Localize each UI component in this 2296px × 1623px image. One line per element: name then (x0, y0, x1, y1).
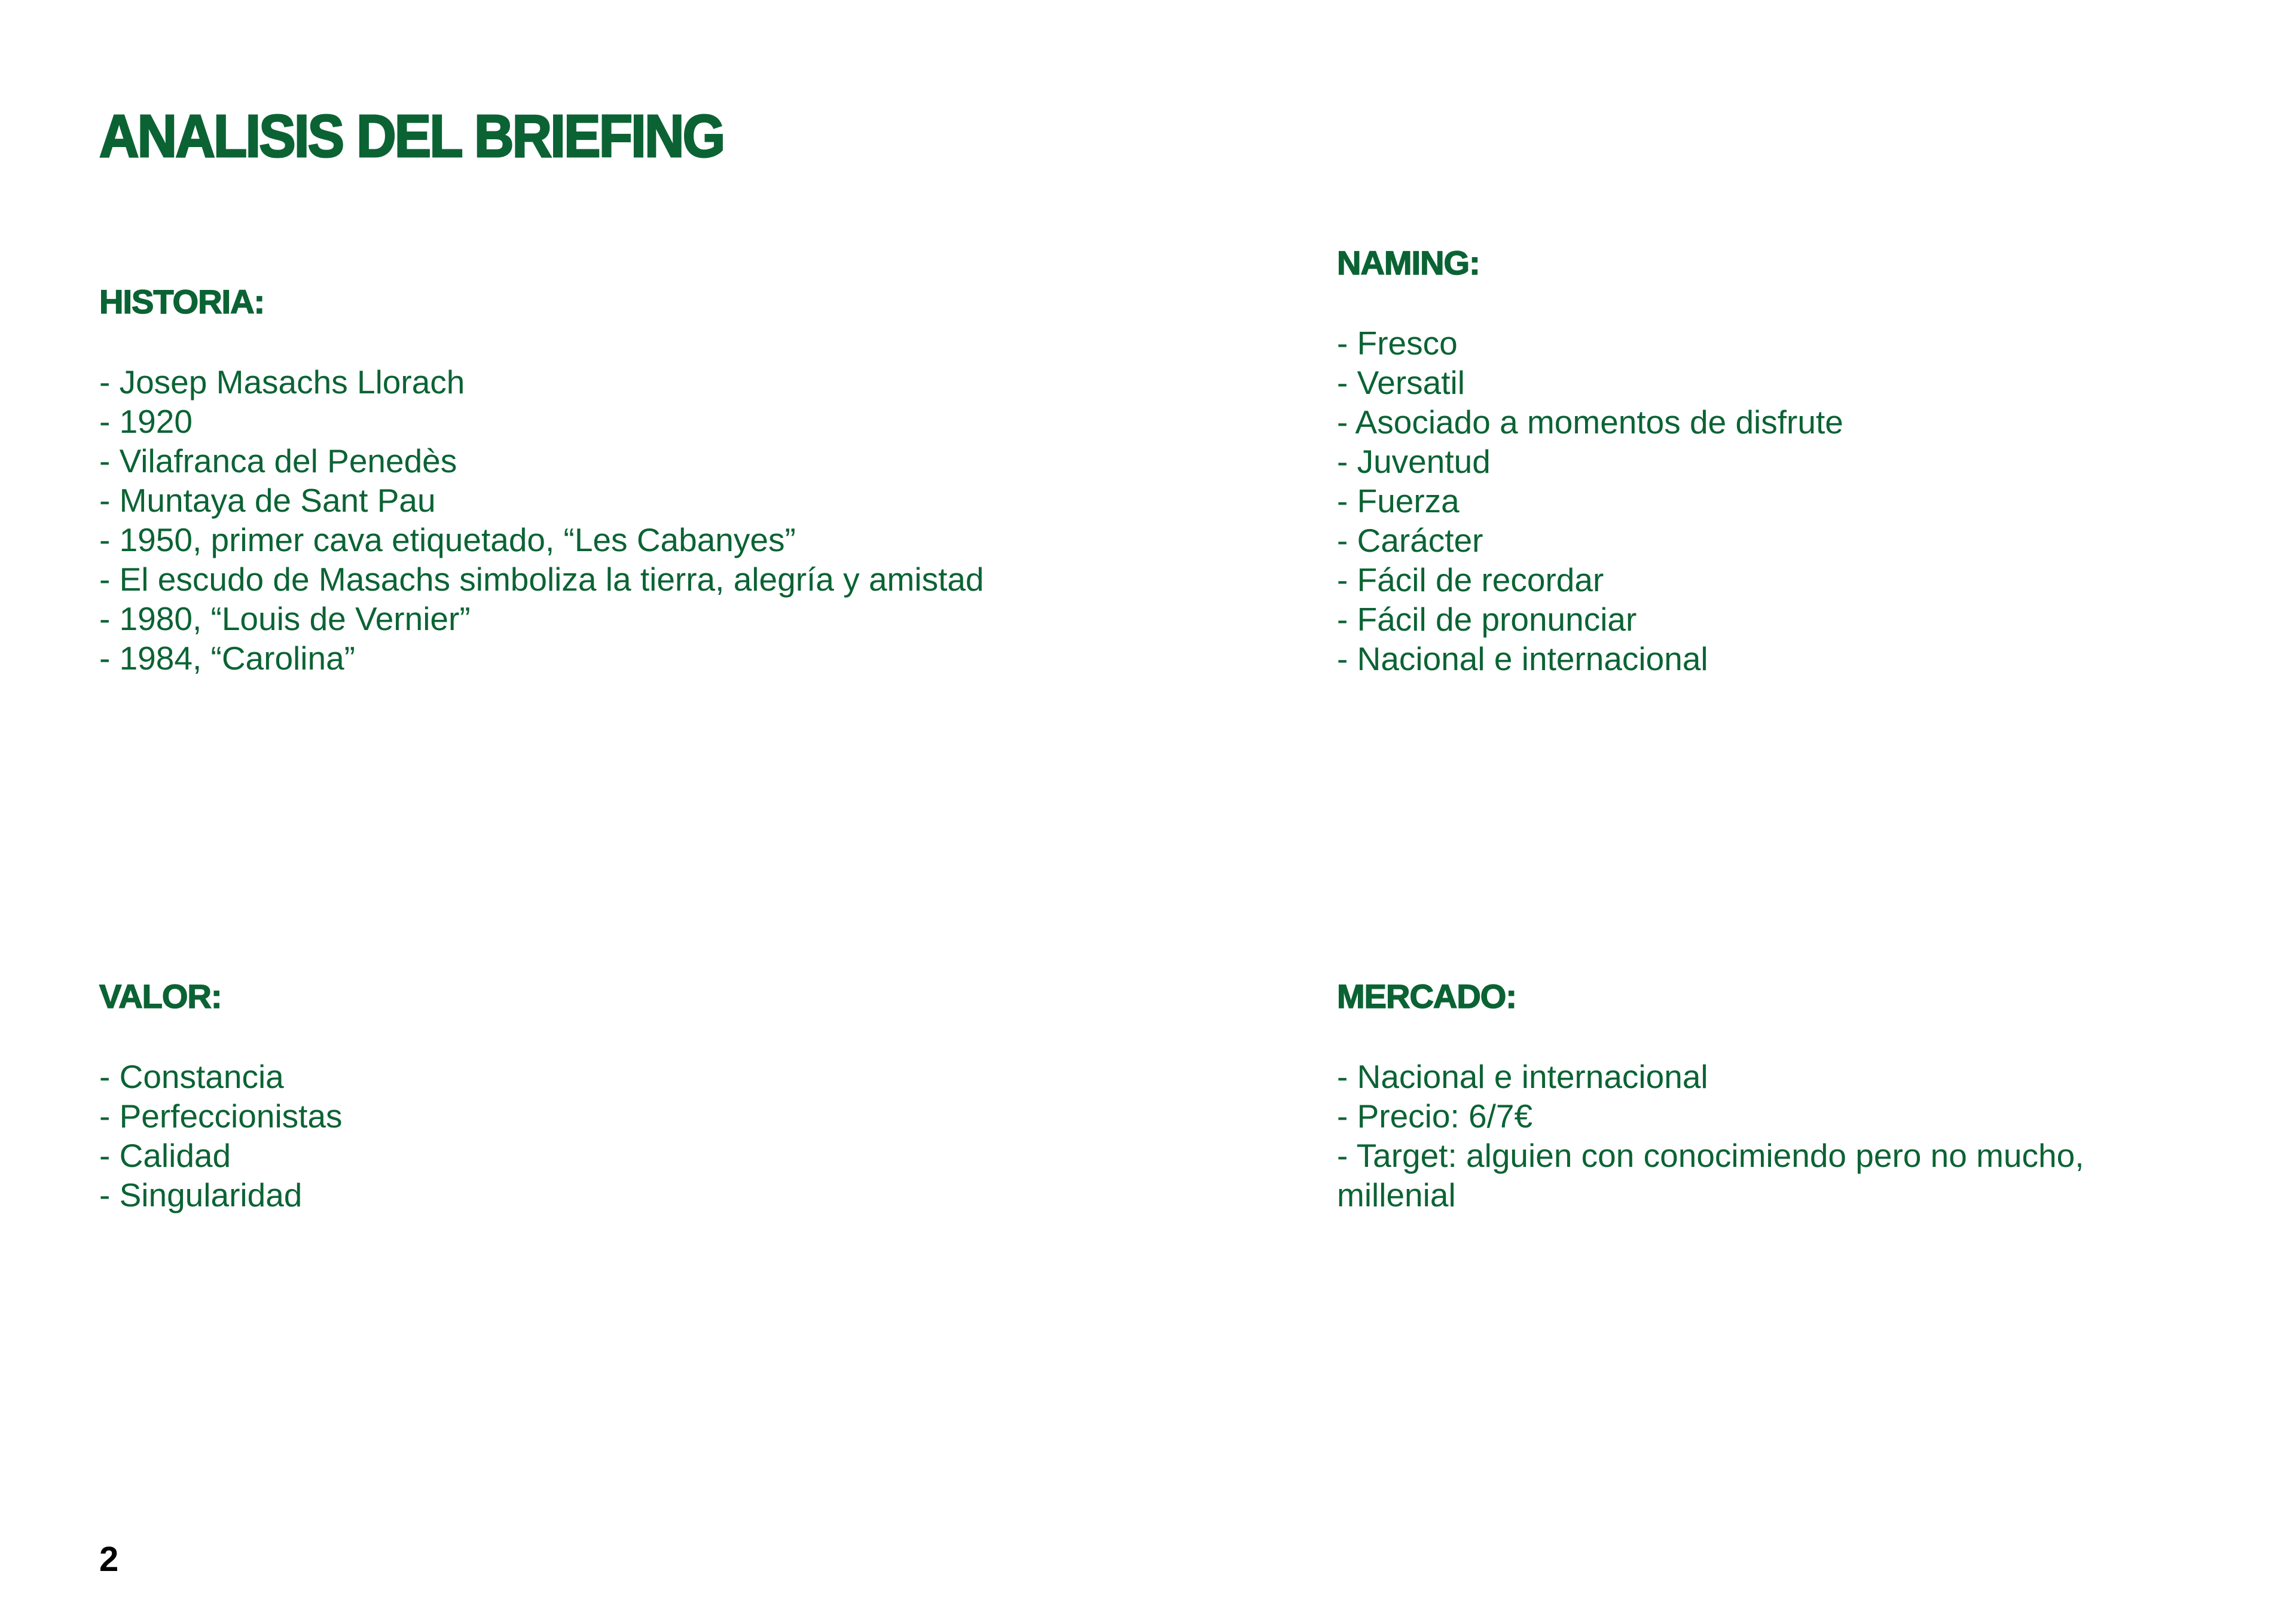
mercado-list (1337, 1057, 2084, 1215)
list-item: - Josep Masachs Llorach (99, 363, 465, 401)
list-item: - Target: alguien con conocimiendo pero no mucho, (1337, 1137, 2084, 1174)
section-heading-mercado: MERCADO: (1337, 977, 1516, 1015)
list-item: - Vilafranca del Penedès (99, 442, 457, 479)
list-item: - Nacional e internacional (1337, 640, 1708, 677)
page-title: ANALISIS DEL BRIEFING (99, 103, 724, 170)
naming-list (1337, 323, 1843, 678)
list-item: - 1920 (99, 403, 193, 440)
list-item: millenial (1337, 1176, 1456, 1214)
section-heading-historia: HISTORIA: (99, 283, 265, 320)
section-valor (99, 976, 343, 1215)
list-item: - 1950, primer cava etiquetado, “Les Cabanyes” (99, 521, 796, 558)
list-item: - Fácil de recordar (1337, 561, 1604, 598)
list-item: - Precio: 6/7€ (1337, 1098, 1533, 1135)
list-item: - 1980, “Louis de Vernier” (99, 600, 471, 637)
list-item: - Singularidad (99, 1176, 303, 1214)
list-item: - Perfeccionistas (99, 1098, 343, 1135)
list-item: - El escudo de Masachs simboliza la tierra, alegría y amistad (99, 561, 984, 598)
list-item: - 1984, “Carolina” (99, 640, 355, 677)
list-item: - Fresco (1337, 325, 1458, 362)
historia-list (99, 362, 984, 678)
list-item: - Fácil de pronunciar (1337, 601, 1637, 638)
list-item: - Juventud (1337, 443, 1491, 480)
section-naming (1337, 242, 1843, 678)
section-mercado (1337, 976, 2084, 1215)
valor-list (99, 1057, 343, 1215)
list-item: - Constancia (99, 1058, 284, 1095)
page-number: 2 (99, 1540, 119, 1579)
list-item: - Fuerza (1337, 482, 1460, 519)
list-item: - Nacional e internacional (1337, 1058, 1708, 1095)
list-item: - Calidad (99, 1137, 231, 1174)
list-item: - Versatil (1337, 364, 1465, 401)
section-heading-valor: VALOR: (99, 977, 222, 1015)
section-historia (99, 281, 984, 678)
list-item: - Muntaya de Sant Pau (99, 482, 436, 519)
section-heading-naming: NAMING: (1337, 244, 1480, 282)
list-item: - Asociado a momentos de disfrute (1337, 404, 1843, 441)
list-item: - Carácter (1337, 522, 1483, 559)
